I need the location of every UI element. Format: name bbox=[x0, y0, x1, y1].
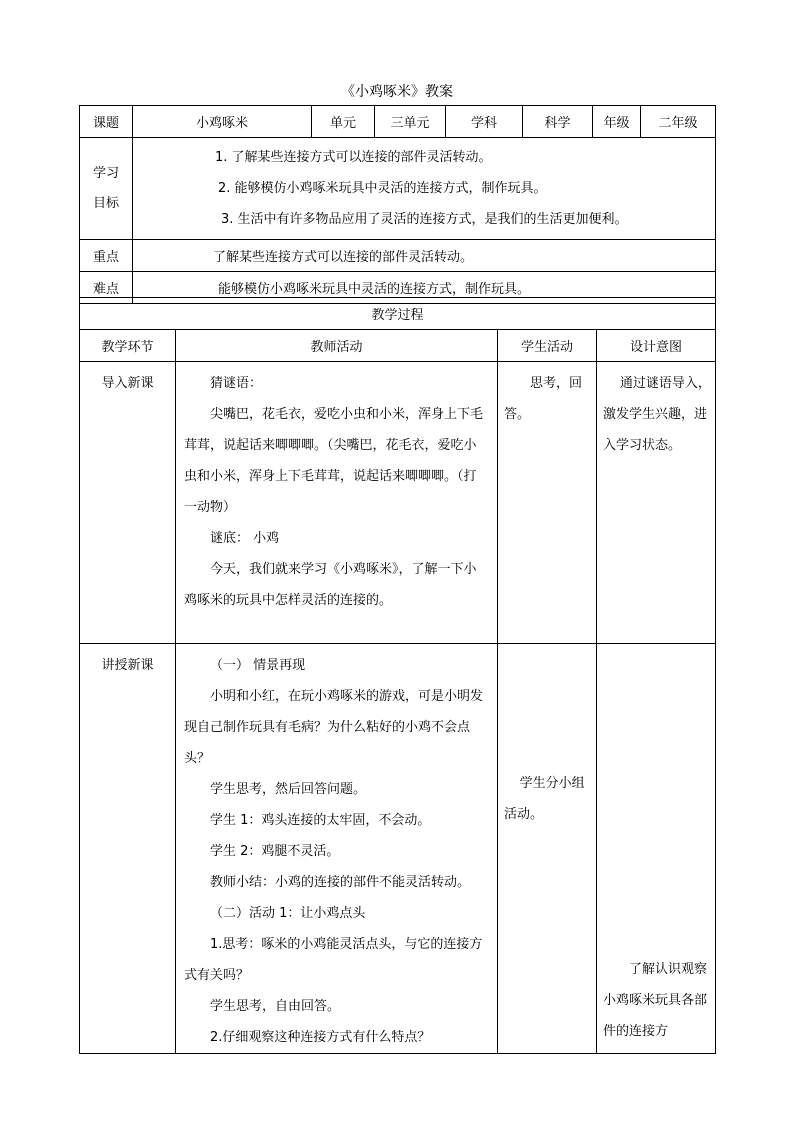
paragraph: 学生 2：鸡腿不灵活。 bbox=[210, 844, 340, 859]
subject-value: 科学 bbox=[523, 106, 593, 138]
process-title: 教学过程 bbox=[80, 298, 716, 330]
grade-label: 年级 bbox=[593, 106, 641, 138]
paragraph: （一） 情景再现 bbox=[210, 658, 306, 673]
intro-design-intent: 通过谜语导入，激发学生兴趣，进入学习状态。 bbox=[597, 362, 716, 644]
paragraph: （二）活动 1：让小鸡点头 bbox=[210, 906, 366, 921]
goals-list bbox=[133, 138, 716, 240]
key-point-label: 重点 bbox=[80, 240, 133, 272]
goals-label-line-2: 目标 bbox=[92, 195, 119, 211]
header-teacher-activity: 教师活动 bbox=[176, 330, 498, 362]
paragraph: 2.仔细观察这种连接方式有什么特点？ bbox=[210, 1030, 431, 1045]
goals-label-line-1: 学习 bbox=[92, 165, 119, 181]
intro-teacher-activity bbox=[176, 362, 498, 644]
subject-label: 学科 bbox=[446, 106, 523, 138]
lesson-student-activity: 学生分小组活动。 bbox=[498, 644, 597, 1054]
lesson-stage: 讲授新课 bbox=[80, 644, 176, 1054]
intro-stage: 导入新课 bbox=[80, 362, 176, 644]
intro-student-activity: 思考，回答。 bbox=[498, 362, 597, 644]
paragraph: 今天，我们就来学习《小鸡啄米》，了解一下小鸡啄米的玩具中怎样灵活的连接的。 bbox=[184, 562, 477, 608]
header-student-activity: 学生活动 bbox=[498, 330, 597, 362]
paragraph: 小明和小红，在玩小鸡啄米的游戏，可是小明发现自己制作玩具有毛病？为什么粘好的小鸡不会点头？ bbox=[184, 689, 484, 766]
lesson-teacher-activity bbox=[176, 644, 498, 1054]
paragraph: 学生思考，然后回答问题。 bbox=[210, 782, 367, 797]
key-point-text: 了解某些连接方式可以连接的部件灵活转动。 bbox=[133, 240, 716, 272]
document-title: 《小鸡啄米》教案 bbox=[341, 84, 453, 100]
grade-value: 二年级 bbox=[641, 106, 716, 138]
teaching-process-table bbox=[79, 297, 716, 1054]
lesson-design-intent: 了解认识观察小鸡啄米玩具各部件的连接方 bbox=[597, 644, 716, 1054]
paragraph: 学生思考，自由回答。 bbox=[210, 999, 341, 1014]
lesson-info-table bbox=[79, 105, 716, 304]
paragraph: 1.思考：啄米的小鸡能灵活点头，与它的连接方式有关吗？ bbox=[184, 937, 483, 983]
paragraph: 学生 1：鸡头连接的太牢固，不会动。 bbox=[210, 813, 431, 828]
goal-item: 1. 了解某些连接方式可以连接的部件灵活转动。 bbox=[215, 150, 492, 165]
goal-item: 3. 生活中有许多物品应用了灵活的连接方式，是我们的生活更加便利。 bbox=[221, 212, 628, 227]
difficulty-label: 难点 bbox=[80, 272, 133, 304]
topic-label: 课题 bbox=[80, 106, 133, 138]
paragraph: 猜谜语： bbox=[210, 376, 263, 391]
topic-value: 小鸡啄米 bbox=[133, 106, 312, 138]
paragraph: 谜底： 小鸡 bbox=[210, 531, 280, 546]
goal-item: 2. 能够模仿小鸡啄米玩具中灵活的连接方式，制作玩具。 bbox=[218, 181, 547, 196]
difficulty-text: 能够模仿小鸡啄米玩具中灵活的连接方式，制作玩具。 bbox=[133, 272, 716, 304]
header-design-intent: 设计意图 bbox=[597, 330, 716, 362]
goals-label bbox=[80, 138, 133, 240]
unit-label: 单元 bbox=[312, 106, 375, 138]
paragraph: 尖嘴巴，花毛衣，爱吃小虫和小米，浑身上下毛茸茸，说起话来唧唧唧。（尖嘴巴，花毛衣，爱吃小虫和小米，浑身上下毛茸茸，说起话来唧唧唧。（打一动物） bbox=[184, 407, 484, 515]
paragraph: 教师小结：小鸡的连接的部件不能灵活转动。 bbox=[210, 875, 471, 890]
unit-value: 三单元 bbox=[375, 106, 446, 138]
header-stage: 教学环节 bbox=[80, 330, 176, 362]
